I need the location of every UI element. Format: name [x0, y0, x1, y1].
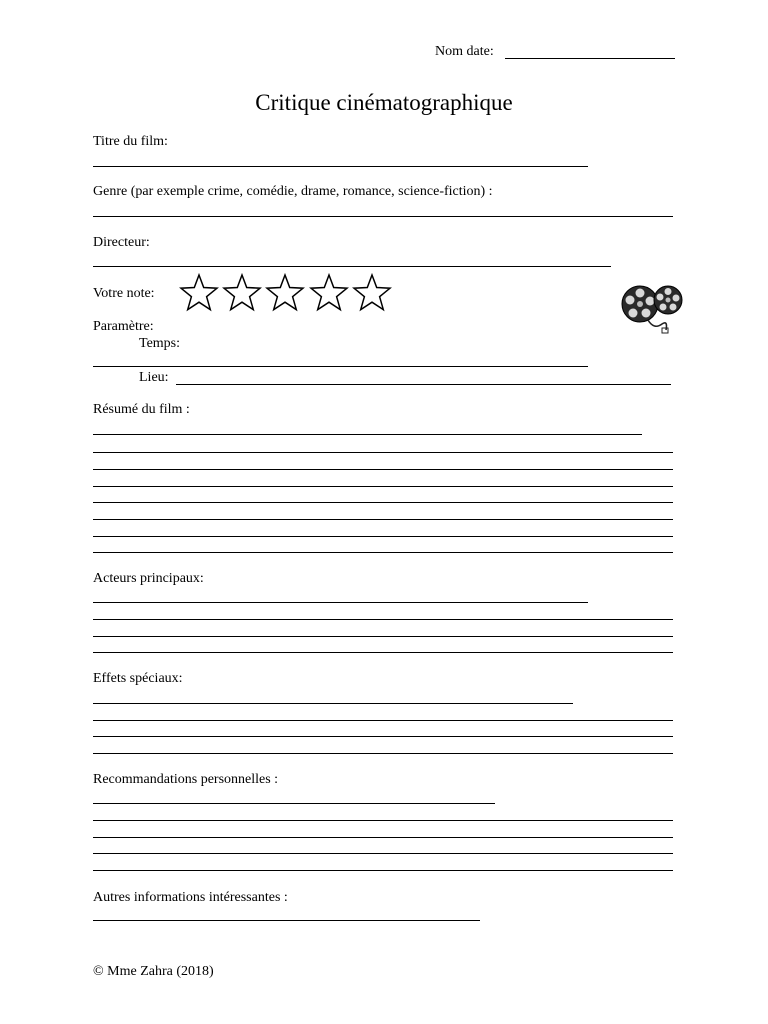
- star-icon[interactable]: [178, 272, 220, 314]
- name-date-label: Nom date:: [435, 44, 494, 59]
- summary-blank[interactable]: [93, 552, 673, 553]
- special-effects-blank[interactable]: [93, 753, 673, 754]
- film-title-blank[interactable]: [93, 166, 588, 167]
- star-icon[interactable]: [221, 272, 263, 314]
- main-actors-blank[interactable]: [93, 636, 673, 637]
- page-title: Critique cinématographique: [255, 90, 513, 115]
- summary-blank[interactable]: [93, 434, 642, 435]
- time-label: Temps:: [139, 336, 181, 351]
- special-effects-blank[interactable]: [93, 703, 573, 704]
- recommendations-label: Recommandations personnelles :: [93, 772, 279, 787]
- genre-blank[interactable]: [93, 216, 673, 217]
- summary-blank[interactable]: [93, 536, 673, 537]
- main-actors-blank[interactable]: [93, 652, 673, 653]
- copyright-footer: © Mme Zahra (2018): [93, 964, 214, 979]
- main-actors-label: Acteurs principaux:: [93, 571, 204, 586]
- director-label: Directeur:: [93, 235, 150, 250]
- time-blank[interactable]: [93, 366, 588, 367]
- recommendations-blank[interactable]: [93, 870, 673, 871]
- summary-blank[interactable]: [93, 502, 673, 503]
- recommendations-blank[interactable]: [93, 820, 673, 821]
- other-info-label: Autres informations intéressantes :: [93, 890, 288, 905]
- star-icon[interactable]: [308, 272, 350, 314]
- main-actors-blank[interactable]: [93, 602, 588, 603]
- special-effects-label: Effets spéciaux:: [93, 671, 183, 686]
- film-title-label: Titre du film:: [93, 134, 168, 149]
- genre-label: Genre (par exemple crime, comédie, drame, romance, science-fiction) :: [93, 184, 493, 199]
- rating-label: Votre note:: [93, 286, 155, 301]
- summary-blank[interactable]: [93, 486, 673, 487]
- star-icon[interactable]: [351, 272, 393, 314]
- director-blank[interactable]: [93, 266, 611, 267]
- summary-blank[interactable]: [93, 519, 673, 520]
- recommendations-blank[interactable]: [93, 837, 673, 838]
- summary-label: Résumé du film :: [93, 402, 190, 417]
- main-actors-blank[interactable]: [93, 619, 673, 620]
- name-date-blank[interactable]: [505, 58, 675, 59]
- other-info-blank[interactable]: [93, 920, 480, 921]
- film-reel-icon: [618, 282, 688, 338]
- special-effects-blank[interactable]: [93, 720, 673, 721]
- place-blank[interactable]: [176, 384, 671, 385]
- special-effects-blank[interactable]: [93, 736, 673, 737]
- recommendations-blank[interactable]: [93, 803, 495, 804]
- star-icon[interactable]: [264, 272, 306, 314]
- place-label: Lieu:: [139, 370, 169, 385]
- summary-blank[interactable]: [93, 452, 673, 453]
- setting-label: Paramètre:: [93, 319, 154, 334]
- summary-blank[interactable]: [93, 469, 673, 470]
- recommendations-blank[interactable]: [93, 853, 673, 854]
